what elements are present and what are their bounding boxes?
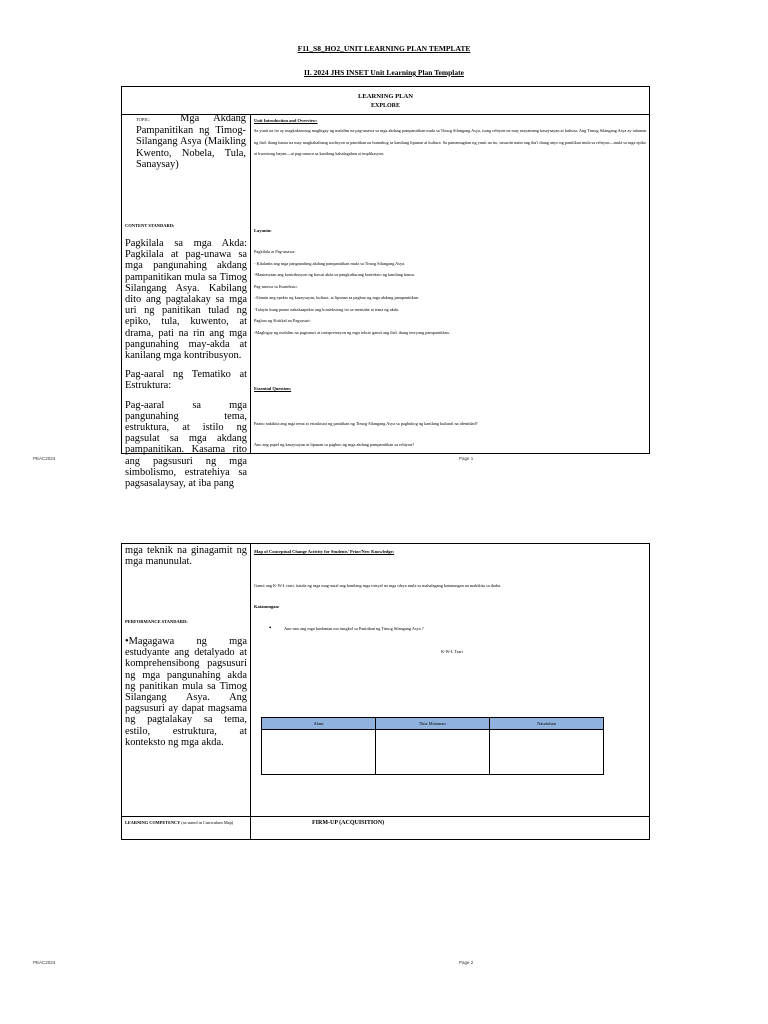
learning-plan-heading: LEARNING PLAN [357, 93, 414, 100]
kwl-header-alam: Alam [262, 718, 376, 730]
layunin-item: -Maunawaan ang kontribusyon ng bawat akda sa pangkulturang konteksto ng kanilang bansa. [254, 272, 415, 277]
intro-title: Unit Introduction and Overview: [254, 118, 318, 123]
firm-up-heading: FIRM-UP (ACQUISITION) [312, 820, 385, 826]
bullet-icon: • [269, 624, 272, 632]
footer-left-page2: PEAC2024 [33, 960, 56, 965]
footer-left-page1: PEAC2024 [33, 456, 56, 461]
performance-standard-label: PERFORMANCE STANDARD: [125, 619, 188, 624]
katanungan-question: Ano-ano ang mga kaalaman mo tungkol sa Panitikan ng Timog Silangang Asya ? [284, 626, 424, 631]
layunin-item: - Kilalanin ang mga pangunahing akdang pampanitikan mula sa Timog Silangang Asya. [254, 260, 406, 266]
layunin-item: -Alamin ang epekto ng kasaysayan, kultura, at lipunan sa pagbuo ng mga akdang pampanitikan. [254, 295, 419, 300]
firm-up-cell [251, 817, 650, 840]
layunin-item: Pagkilala at Pag-unawa: [254, 249, 296, 254]
layunin-item: -Talayin kung paano nakakaapekto ang kontekstong ito sa mensahe at tema ng akda. [254, 306, 399, 312]
explore-heading: EXPLORE [371, 103, 401, 109]
learning-competency-bold: LEARNING COMPETENCY [125, 820, 181, 825]
kwl-caption: K-W-L Tsart [441, 649, 463, 654]
right-column-page2 [251, 544, 650, 817]
content-standard-text [125, 238, 247, 489]
footer-page-number-2: Page 2 [459, 960, 474, 965]
right-column-page1 [251, 115, 650, 454]
topic-label: TOPIC: [136, 117, 151, 122]
layunin-list [254, 246, 646, 338]
content-standard-continued: mga teknik na ginagamit ng mga manunulat. [125, 545, 247, 568]
content-standard-paragraph-3: Pag-aaral sa mga pangunahing tema, estruktura, at istilo ng pagsulat sa mga akdang pampanitikan. Kasama rito ang pagsusuri ng mga simbolismo, estratehiya sa pagsasalaysay, at iba pang [125, 399, 247, 490]
layunin-item: Pag-unawa sa Konteksto: [254, 283, 298, 289]
footer-page-number-1: Page 1 [459, 456, 474, 461]
document-title: F11_S8_HO2_UNIT LEARNING PLAN TEMPLATE [297, 44, 471, 53]
learning-plan-table-page2 [121, 543, 650, 840]
layunin-item: Pagbuo ng Kritikal na Pagsusuri: [254, 318, 311, 323]
kwl-cell-alam[interactable] [262, 730, 376, 775]
content-standard-label: CONTENT STANDARD: [125, 223, 175, 228]
performance-standard-text: •Magagawa ng mga estudyante ang detalyado at komprehensibong pagsusuri ng mga pangunahing akda ng panitikan mula sa Timog Silangang Asya. Ang pagsusuri ay dapat magsama ng pagtalakay sa tema, estilo, estruktura, at konteksto ng mga akda. [125, 636, 247, 748]
topic-text: Mga Akdang Pampanitikan ng Timog-Silangang Asya (Maikling Kwento, Nobela, Tula, Sanaysay) [136, 113, 246, 170]
layunin-item: -Magbigay ng malalim na pagsusuri at interpretasyon ng mga teksto gamit ang iba't ibang teoryang pampanitikan. [254, 329, 450, 335]
kwl-cell-natutuhan[interactable] [490, 730, 604, 775]
essential-question-title: Essential Question: [254, 386, 292, 391]
kwl-header-nais-malaman: Nais Malaman [376, 718, 490, 730]
document-subtitle: II. 2024 JHS INSET Unit Learning Plan Template [304, 68, 464, 77]
layunin-title: Layunin: [254, 228, 272, 233]
essential-question-2: Ano ang papel ng kasaysayan at lipunan sa pagbuo ng mga akdang pampanitikan sa rehiyon? [254, 442, 415, 447]
kwl-cell-nais-malaman[interactable] [376, 730, 490, 775]
kwl-header-natutuhan: Natutuhan [490, 718, 604, 730]
content-standard-paragraph-1: Pagkilala sa mga Akda: Pagkilala at pag-unawa sa mga pangunahing akdang pampanitikan mula sa Timog Silangang Asya. Kabilang dito ang pagtalakay sa mga uri ng panitikan tulad ng epiko, tula, kuwento, at drama, pati na rin ang mga pangunahing may-akda at kanilang mga kontribusyon. [125, 238, 247, 362]
left-column-page1 [122, 113, 251, 490]
essential-question-1: Paano nakikita ang mga tema at estruktura ng panitikan ng Timog Silangang Asya sa paghubog ng kanilang kultural na identidad? [254, 421, 478, 426]
content-standard-paragraph-2: Pag-aaral ng Tematiko at Estruktura: [125, 369, 247, 392]
plan-header-cell [122, 87, 650, 115]
katanungan-title: Katanungan: [254, 604, 280, 609]
kwl-table [261, 717, 604, 775]
map-conceptual-change-text: Gamit ang K-W-L tsart, itatala ng mga mag-aaral ang kanilang mga inisyal na mga ideya mula sa mahalagang katanungan na makikita sa ibaba. [254, 583, 502, 588]
learning-competency-cell [122, 817, 251, 840]
intro-text: Sa yunit na ito ay magkakaroong magbigay ng malalim na pag-unawa sa mga akdang pampanitikan mula sa Timog Silangang Asya, isang rehiyon na may mayamang kasaysayan at kultura. Ang Timog Silangang Asya ay tahanan ng iba't ibang bansa na may magkakaibang tradisyon at panitikan na humubog sa kanilang lipunan at kultura. Sa pamamagitan ng yunit na ito, susuriin natin ang iba't ibang anyo ng panitikan mula sa rehiyon—mula sa mga epiko at kwentong bayan—at pag-unawa sa kanilang kahalagahan at implikasyon. [254, 128, 647, 156]
map-conceptual-change-title: Map of Conceptual Change Activity for Students' Prior/New Knowledge: [254, 549, 395, 554]
topic-block [136, 113, 246, 170]
left-column-page2 [122, 544, 251, 817]
learning-competency-label [122, 817, 250, 828]
learning-competency-note: (as stated in Curriculum Map) [180, 820, 234, 825]
